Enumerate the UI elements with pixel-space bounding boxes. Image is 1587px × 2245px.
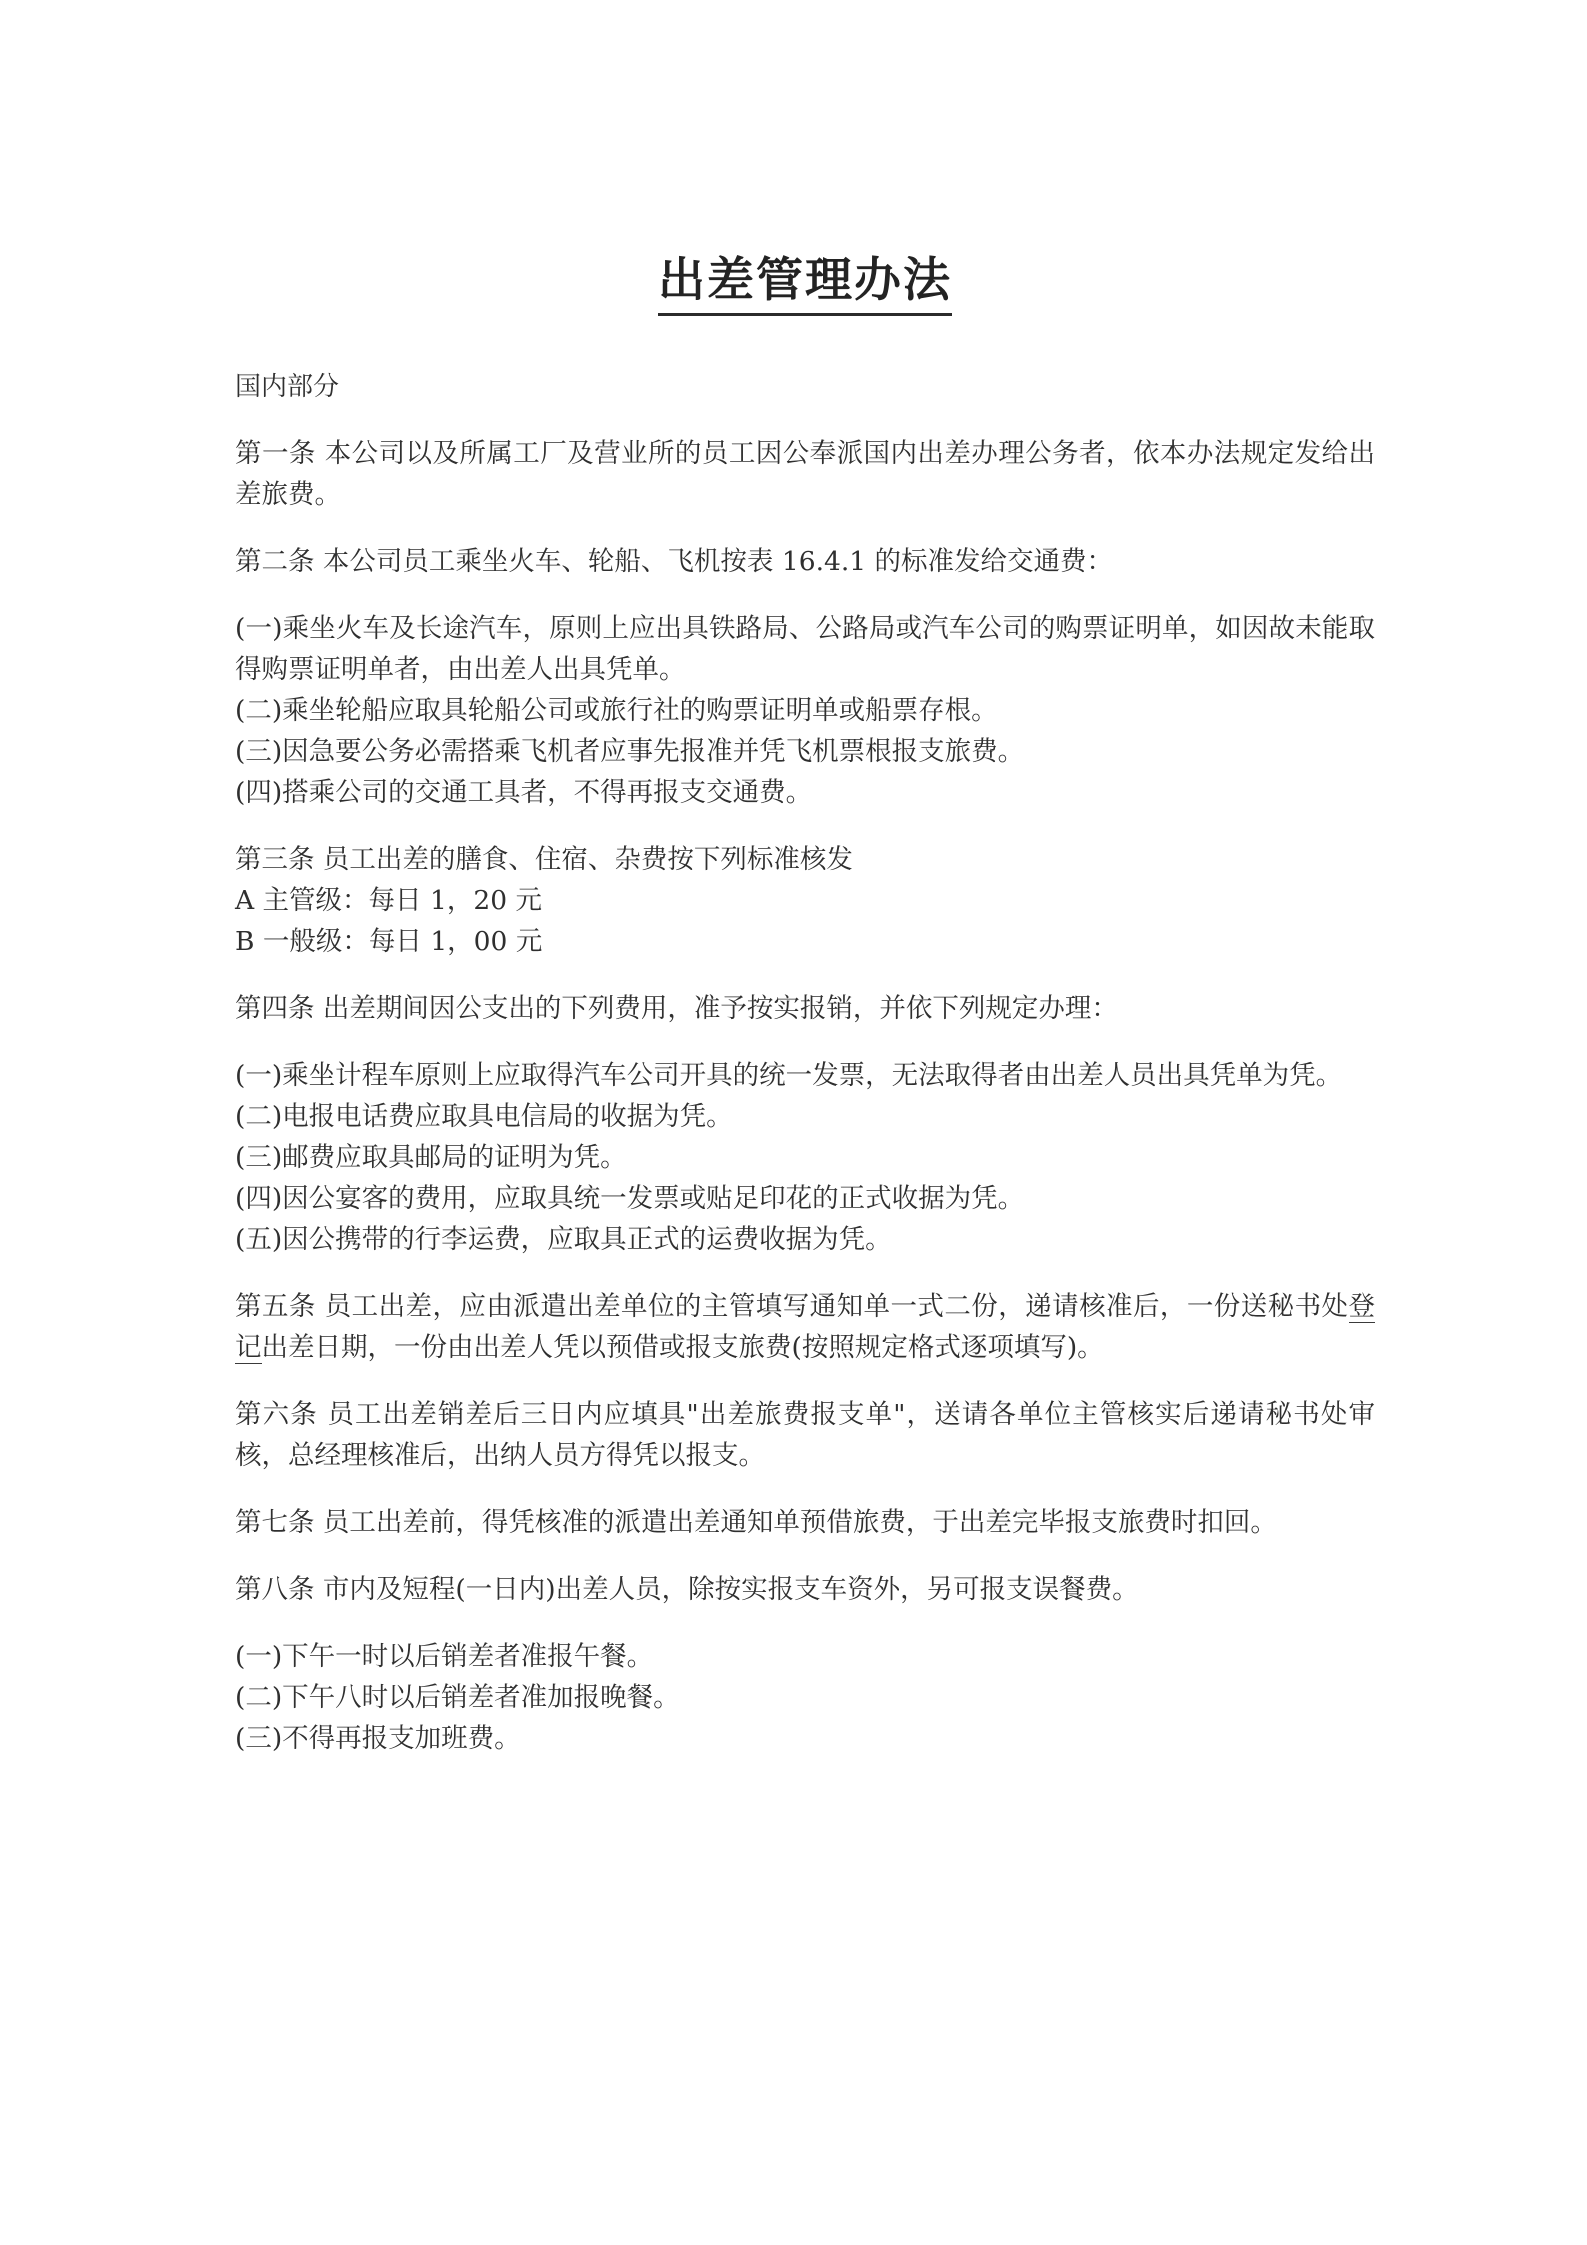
article-7-paragraph: 第七条 员工出差前，得凭核准的派遣出差通知单预借旅费，于出差完毕报支旅费时扣回。 [235,1507,1277,1539]
page-title [235,0,1375,316]
article-3-rate-b: B 一般级：每日 1，00 元 [235,926,543,958]
article-4-item-4: (四)因公宴客的费用，应取具统一发票或贴足印花的正式收据为凭。 [235,1183,1025,1215]
page-title-text: 出差管理办法 [658,253,952,316]
article-4-items [235,1029,1375,1260]
article-6-paragraph: 第六条 员工出差销差后三日内应填具"出差旅费报支单"，送请各单位主管核实后递请秘书处审核，总经理核准后，出纳人员方得凭以报支。 [235,1399,1375,1472]
article-5-paragraph [235,1260,1375,1368]
article-2-item-3: (三)因急要公务必需搭乘飞机者应事先报准并凭飞机票根报支旅费。 [235,736,1025,768]
article-4-paragraph: 第四条 出差期间因公支出的下列费用，准予按实报销，并依下列规定办理： [235,993,1118,1025]
document-subtitle: 国内部分 [235,372,340,403]
article-5-text-before: 第五条 员工出差，应由派遣出差单位的主管填写通知单一式二份，递请核准后，一份送秘书处 [235,1291,1349,1323]
article-4-item-1: (一)乘坐计程车原则上应取得汽车公司开具的统一发票，无法取得者由出差人员出具凭单为凭。 [235,1060,1343,1092]
article-4-item-2: (二)电报电话费应取具电信局的收据为凭。 [235,1101,733,1133]
article-2-item-1: (一)乘坐火车及长途汽车，原则上应出具铁路局、公路局或汽车公司的购票证明单，如因故未能取得购票证明单者，由出差人出具凭单。 [235,613,1375,686]
article-8-paragraph: 第八条 市内及短程(一日内)出差人员，除按实报支车资外，另可报支误餐费。 [235,1574,1139,1606]
article-4-item-5: (五)因公携带的行李运费，应取具正式的运费收据为凭。 [235,1224,892,1256]
article-5-underlined-term: 登记 [235,1291,1375,1364]
article-2-item-4: (四)搭乘公司的交通工具者，不得再报支交通费。 [235,777,813,809]
article-3-paragraph: 第三条 员工出差的膳食、住宿、杂费按下列标准核发 [235,844,853,876]
article-8-item-2: (二)下午八时以后销差者准加报晚餐。 [235,1682,680,1714]
article-2-items [235,582,1375,813]
article-4-item-3: (三)邮费应取具邮局的证明为凭。 [235,1142,627,1174]
article-8-item-3: (三)不得再报支加班费。 [235,1723,521,1755]
article-1-paragraph: 第一条 本公司以及所属工厂及营业所的员工因公奉派国内出差办理公务者，依本办法规定发给出差旅费。 [235,438,1375,511]
article-8-items [235,1610,1375,1759]
article-2-paragraph: 第二条 本公司员工乘坐火车、轮船、飞机按表 16.4.1 的标准发给交通费： [235,546,1114,578]
article-5-text-after: 出差日期，一份由出差人凭以预借或报支旅费(按照规定格式逐项填写)。 [261,1332,1104,1364]
article-3-rate-a: A 主管级：每日 1，20 元 [235,885,542,917]
article-3-group [235,813,1375,962]
document-content [235,0,1375,1759]
article-8-item-1: (一)下午一时以后销差者准报午餐。 [235,1641,654,1673]
article-2-item-2: (二)乘坐轮船应取具轮船公司或旅行社的购票证明单或船票存根。 [235,695,998,727]
